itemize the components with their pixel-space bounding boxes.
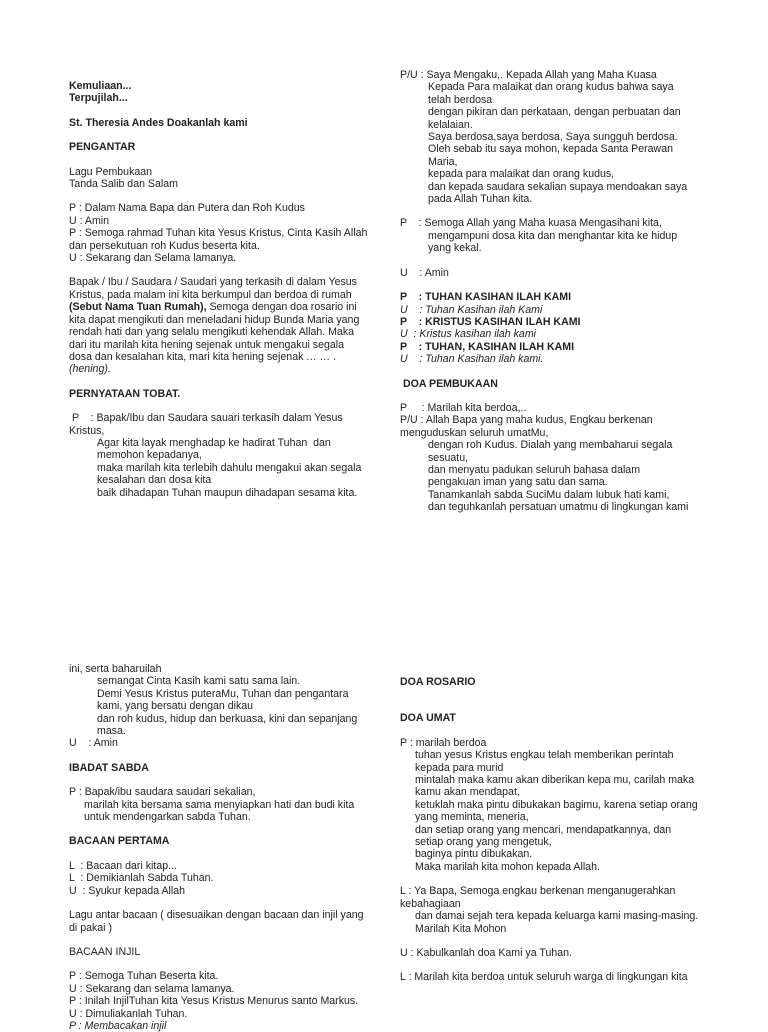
line: dengan roh Kudus. Dialah yang membaharui segala sesuatu, xyxy=(428,439,676,464)
line: P/U : Saya Mengaku,. Kepada Allah yang Maha Kuasa xyxy=(400,69,657,81)
line: U : Tuhan Kasihan ilah Kami xyxy=(400,303,543,316)
section-heading: DOA PEMBUKAAN xyxy=(400,377,498,390)
line: semangat Cinta Kasih kami satu sama lain. xyxy=(97,675,301,688)
line: dan kepada saudara sekalian supaya mendoakan saya pada Allah Tuhan kita. xyxy=(428,180,691,206)
line: U : Dimuliakanlah Tuhan. xyxy=(69,1007,188,1020)
line: L : Ya Bapa, Semoga engkau berkenan menganugerahkan kebahagiaan xyxy=(400,885,679,910)
line: P : TUHAN, KASIHAN ILAH KAMI xyxy=(400,340,575,353)
section-heading: PENGANTAR xyxy=(69,141,136,154)
line: Tanamkanlah sabda SuciMu dalam lubuk hati kami, xyxy=(428,488,670,501)
lower-left-column xyxy=(69,663,369,1032)
line: ini, serta baharuilah xyxy=(69,663,162,675)
line: P : marilah berdoa xyxy=(400,736,487,749)
line: baik dihadapan Tuhan maupun dihadapan sesama kita. xyxy=(97,486,358,499)
line: P : Semoga Tuhan Beserta kita. xyxy=(69,970,219,983)
line: dan menyatu padukan seluruh bahasa dalam pengakuan iman yang satu dan sama. xyxy=(428,463,643,489)
line: L : Demikianlah Sabda Tuhan. xyxy=(69,872,214,885)
line: Kemuliaan... xyxy=(69,80,132,92)
line: P : Dalam Nama Bapa dan Putera dan Roh Kudus xyxy=(69,202,305,215)
line: U : Sekarang dan Selama lamanya. xyxy=(69,252,237,265)
line: P/U : Allah Bapa yang maha kudus, Engkau berkenan menguduskan seluruh umatMu, xyxy=(400,414,656,439)
line: dan damai sejah tera kepada keluarga kami masing-masing. Marilah Kita Mohon xyxy=(415,910,702,935)
line: dengan pikiran dan perkataan, dengan perbuatan dan kelalaian. xyxy=(428,106,684,131)
line: P : Membacakan injil xyxy=(69,1019,167,1032)
lower-right-column xyxy=(400,676,700,984)
line: Maka marilah kita mohon kepada Allah. xyxy=(415,860,600,873)
line: kepada para malaikat dan orang kudus, xyxy=(428,168,615,181)
section-heading: DOA ROSARIO xyxy=(400,676,476,688)
section-heading: BACAAN PERTAMA xyxy=(69,835,170,848)
line: U : Sekarang dan selama lamanya. xyxy=(69,982,235,995)
upper-left-column xyxy=(69,80,369,499)
line: L : Bacaan dari kitap... xyxy=(69,859,177,872)
line: tuhan yesus Kristus engkau telah memberikan perintah kepada para murid xyxy=(415,749,677,774)
line: dan setiap orang yang mencari, mendapatkannya, dan setiap orang yang mengetuk, xyxy=(415,823,675,849)
line: dan roh kudus, hidup dan berkuasa, kini dan sepanjang masa. xyxy=(97,712,361,738)
line: P : Bapak/Ibu dan Saudara sauari terkasih dalam Yesus Kristus, xyxy=(69,412,346,437)
line: mengampuni dosa kita dan menghantar kita ke hidup yang kekal. xyxy=(428,229,681,255)
line: marilah kita bersama sama menyiapkan hati dan budi kita xyxy=(84,798,355,811)
line: Terpujilah... xyxy=(69,92,128,105)
line: U : Kristus kasihan ilah kami xyxy=(400,328,537,341)
line: dan teguhkanlah persatuan umatmu di lingkungan kami xyxy=(428,501,689,514)
paragraph-text: Bapak / Ibu / Saudara / Saudari yang terkasih di dalam Yesus Kristus, pada malam ini kita berkumpul dan berdoa di rumah xyxy=(69,276,360,301)
line: P : TUHAN KASIHAN ILAH KAMI xyxy=(400,291,572,304)
line: U : Syukur kepada Allah xyxy=(69,884,186,897)
line: U : Kabulkanlah doa Kami ya Tuhan. xyxy=(400,946,572,959)
line: baginya pintu dibukakan. xyxy=(415,848,533,861)
line: Lagu Pembukaan xyxy=(69,165,153,178)
line: mintalah maka kamu akan diberikan kepa mu, carilah maka kamu akan mendapat, xyxy=(415,774,698,799)
line: U : Amin xyxy=(69,737,118,750)
line: P : Semoga Allah yang Maha kuasa Mengasihani kita, xyxy=(400,217,662,230)
line: P : Inilah InjilTuhan kita Yesus Kristus Menurus santo Markus. xyxy=(69,995,359,1008)
line: L : Marilah kita berdoa untuk seluruh warga di lingkungan kita xyxy=(400,971,688,984)
line: Kepada Para malaikat dan orang kudus bahwa saya telah berdosa xyxy=(428,81,677,106)
line: Agar kita layak menghadap ke hadirat Tuhan dan memohon kepadanya, xyxy=(97,436,334,462)
section-heading: BACAAN INJIL xyxy=(69,945,141,958)
paragraph-text: Semoga dengan doa rosario ini kita dapat mengikuti dan meneladani hidup Bunda Maria yang rendah hati dan yang selalu mengikuti kehendak Allah. Maka dari itu marilah kita hening sejenak untuk mengakui segala dosa dan kesalahan kita, mari kita hening sejenak xyxy=(69,301,363,363)
line: maka marilah kita terlebih dahulu mengakui akan segala kesalahan dan dosa kita xyxy=(97,461,365,487)
line: P : Semoga rahmad Tuhan kita Yesus Kristus, Cinta Kasih Allah dan persekutuan roh Kudus beserta kita. xyxy=(69,227,371,252)
line: U : Amin xyxy=(400,266,449,279)
paragraph-bold: (Sebut Nama Tuan Rumah), xyxy=(69,301,207,314)
line: U : Tuhan Kasihan ilah kami. xyxy=(400,353,544,366)
line: P : Marilah kita berdoa,.. xyxy=(400,401,527,414)
section-heading: DOA UMAT xyxy=(400,712,456,725)
line: P : Bapak/ibu saudara saudari sekalian, xyxy=(69,786,256,799)
heading: St. Theresia Andes Doakanlah kami xyxy=(69,116,248,129)
line: ketuklah maka pintu dibukakan bagimu, karena setiap orang yang meminta, meneria, xyxy=(415,798,701,824)
section-heading: IBADAT SABDA xyxy=(69,761,149,774)
paragraph-italic: … … .(hening). xyxy=(69,350,337,376)
line: Demi Yesus Kristus puteraMu, Tuhan dan pengantara kami, yang bersatu dengan dikau xyxy=(97,687,352,713)
line: untuk mendengarkan sabda Tuhan. xyxy=(84,811,251,824)
line: Saya berdosa,saya berdosa, Saya sungguh berdosa. xyxy=(428,131,678,144)
line: Tanda Salib dan Salam xyxy=(69,178,178,191)
paragraph xyxy=(69,276,369,375)
upper-right-column xyxy=(400,69,694,514)
line: U : Amin xyxy=(69,214,110,227)
line: Oleh sebab itu saya mohon, kepada Santa Perawan Maria, xyxy=(428,143,676,168)
line: Lagu antar bacaan ( disesuaikan dengan bacaan dan injil yang di pakai ) xyxy=(69,909,367,934)
section-heading: PERNYATAAN TOBAT. xyxy=(69,387,181,400)
line: P : KRISTUS KASIHAN ILAH KAMI xyxy=(400,315,581,328)
